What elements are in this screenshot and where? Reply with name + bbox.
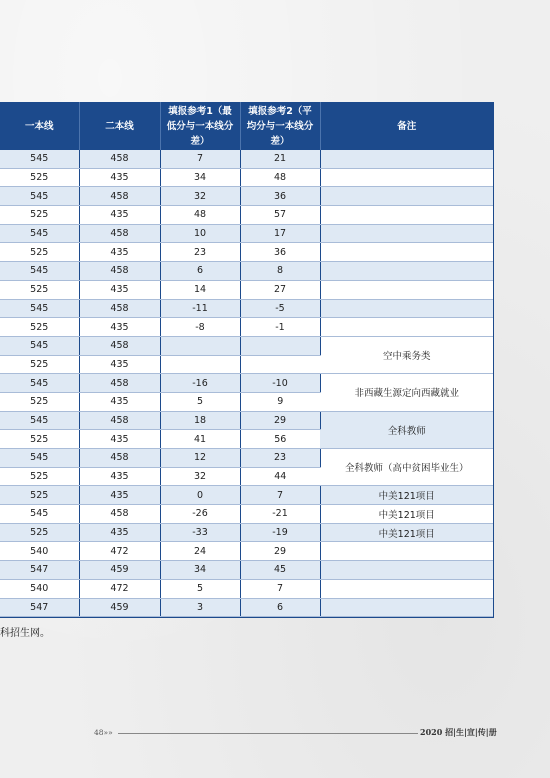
cell-ref1: -11 — [160, 299, 240, 318]
cell-ref2: 56 — [240, 430, 320, 449]
cell-ref1: 12 — [160, 449, 240, 468]
cell-first-tier: 545 — [0, 224, 79, 243]
footer-publication — [420, 727, 497, 738]
cell-remark: 中美121项目 — [320, 486, 493, 505]
cell-first-tier: 525 — [0, 206, 79, 225]
cell-ref1 — [160, 336, 240, 355]
cell-ref1: 23 — [160, 243, 240, 262]
cell-second-tier: 459 — [79, 598, 160, 617]
cell-second-tier: 459 — [79, 561, 160, 580]
cell-second-tier: 472 — [79, 542, 160, 561]
footer-year: 2020 — [420, 727, 443, 737]
cell-remark — [320, 299, 493, 318]
table-row — [0, 411, 493, 430]
source-note: 科招生网。 — [0, 628, 50, 639]
cell-second-tier: 435 — [79, 168, 160, 187]
cell-remark — [320, 168, 493, 187]
cell-first-tier: 525 — [0, 355, 79, 374]
cell-second-tier: 435 — [79, 523, 160, 542]
cell-second-tier: 435 — [79, 355, 160, 374]
cell-ref2: -21 — [240, 505, 320, 524]
cell-ref1: 3 — [160, 598, 240, 617]
cell-ref2 — [240, 355, 320, 374]
cell-remark — [320, 187, 493, 206]
cell-ref1: 10 — [160, 224, 240, 243]
cell-ref1: 41 — [160, 430, 240, 449]
cell-remark: 中美121项目 — [320, 505, 493, 524]
table-row — [0, 449, 493, 468]
cell-remark: 空中乘务类 — [320, 336, 493, 373]
cell-remark: 中美121项目 — [320, 523, 493, 542]
cell-ref2: -1 — [240, 318, 320, 337]
table-row — [0, 206, 493, 225]
cell-second-tier: 472 — [79, 579, 160, 598]
table-header-row — [0, 102, 493, 150]
table-row — [0, 150, 493, 168]
cell-ref2: 9 — [240, 392, 320, 411]
cell-second-tier: 435 — [79, 486, 160, 505]
cell-first-tier: 525 — [0, 430, 79, 449]
admission-score-table — [0, 102, 494, 618]
cell-first-tier: 545 — [0, 449, 79, 468]
cell-remark — [320, 579, 493, 598]
cell-second-tier: 435 — [79, 467, 160, 486]
cell-first-tier: 525 — [0, 318, 79, 337]
table-row — [0, 486, 493, 505]
cell-ref2: 48 — [240, 168, 320, 187]
cell-first-tier: 525 — [0, 243, 79, 262]
cell-ref2: 23 — [240, 449, 320, 468]
cell-first-tier: 545 — [0, 262, 79, 281]
cell-first-tier: 525 — [0, 486, 79, 505]
header-first-tier-line: 一本线 — [0, 102, 79, 150]
table-row — [0, 505, 493, 524]
table-row — [0, 542, 493, 561]
cell-ref1: 0 — [160, 486, 240, 505]
cell-first-tier: 525 — [0, 280, 79, 299]
cell-first-tier: 525 — [0, 467, 79, 486]
cell-ref2: 17 — [240, 224, 320, 243]
cell-ref2: 6 — [240, 598, 320, 617]
cell-remark — [320, 206, 493, 225]
cell-second-tier: 435 — [79, 392, 160, 411]
cell-first-tier: 545 — [0, 150, 79, 168]
cell-first-tier: 525 — [0, 168, 79, 187]
table-row — [0, 318, 493, 337]
cell-first-tier: 545 — [0, 336, 79, 355]
page-arrows: »» — [103, 728, 113, 737]
cell-ref1 — [160, 355, 240, 374]
cell-ref2: 7 — [240, 486, 320, 505]
header-second-tier-line: 二本线 — [79, 102, 160, 150]
header-reference-1: 填报参考1（最低分与一本线分差） — [160, 102, 240, 150]
cell-ref1: -26 — [160, 505, 240, 524]
cell-remark — [320, 243, 493, 262]
cell-second-tier: 458 — [79, 374, 160, 393]
cell-ref2: 36 — [240, 187, 320, 206]
cell-ref2: 36 — [240, 243, 320, 262]
cell-second-tier: 458 — [79, 150, 160, 168]
cell-first-tier: 545 — [0, 187, 79, 206]
cell-first-tier: 545 — [0, 374, 79, 393]
cell-remark: 非西藏生源定向西藏就业 — [320, 374, 493, 411]
cell-second-tier: 458 — [79, 449, 160, 468]
footer-page-number — [94, 728, 113, 737]
footer-rule — [118, 733, 418, 734]
table-row — [0, 262, 493, 281]
header-remarks: 备注 — [320, 102, 493, 150]
cell-second-tier: 458 — [79, 224, 160, 243]
table-row — [0, 579, 493, 598]
table-row — [0, 336, 493, 355]
cell-second-tier: 458 — [79, 411, 160, 430]
cell-ref2: 29 — [240, 542, 320, 561]
cell-second-tier: 458 — [79, 262, 160, 281]
cell-ref2: 8 — [240, 262, 320, 281]
table-row — [0, 299, 493, 318]
cell-second-tier: 435 — [79, 430, 160, 449]
cell-remark — [320, 224, 493, 243]
cell-ref1: 5 — [160, 579, 240, 598]
footer-title: 招|生|宣|传|册 — [445, 727, 497, 737]
cell-first-tier: 545 — [0, 411, 79, 430]
cell-remark: 全科教师（高中贫困毕业生） — [320, 449, 493, 486]
cell-ref2: -10 — [240, 374, 320, 393]
cell-ref2: 45 — [240, 561, 320, 580]
cell-ref1: 32 — [160, 467, 240, 486]
cell-second-tier: 458 — [79, 187, 160, 206]
cell-ref2 — [240, 336, 320, 355]
table-row — [0, 374, 493, 393]
cell-first-tier: 540 — [0, 579, 79, 598]
cell-remark — [320, 318, 493, 337]
cell-ref1: 34 — [160, 561, 240, 580]
cell-remark: 全科教师 — [320, 411, 493, 448]
cell-first-tier: 545 — [0, 505, 79, 524]
table-row — [0, 523, 493, 542]
cell-ref1: -16 — [160, 374, 240, 393]
cell-ref1: 32 — [160, 187, 240, 206]
cell-ref1: 6 — [160, 262, 240, 281]
cell-ref1: 18 — [160, 411, 240, 430]
cell-second-tier: 435 — [79, 206, 160, 225]
cell-ref1: 24 — [160, 542, 240, 561]
cell-ref1: 7 — [160, 150, 240, 168]
cell-ref2: 21 — [240, 150, 320, 168]
cell-remark — [320, 280, 493, 299]
cell-ref1: -33 — [160, 523, 240, 542]
cell-ref1: 48 — [160, 206, 240, 225]
cell-ref1: 5 — [160, 392, 240, 411]
cell-ref2: 29 — [240, 411, 320, 430]
cell-ref2: 27 — [240, 280, 320, 299]
cell-ref2: 57 — [240, 206, 320, 225]
cell-first-tier: 547 — [0, 561, 79, 580]
cell-ref1: -8 — [160, 318, 240, 337]
page-number: 48 — [94, 728, 104, 737]
cell-ref1: 14 — [160, 280, 240, 299]
table-row — [0, 168, 493, 187]
table-row — [0, 561, 493, 580]
table-row — [0, 187, 493, 206]
cell-second-tier: 458 — [79, 299, 160, 318]
cell-second-tier: 435 — [79, 243, 160, 262]
cell-ref2: -19 — [240, 523, 320, 542]
cell-remark — [320, 561, 493, 580]
cell-first-tier: 547 — [0, 598, 79, 617]
table-row — [0, 224, 493, 243]
cell-remark — [320, 150, 493, 168]
table-row — [0, 598, 493, 617]
cell-second-tier: 435 — [79, 318, 160, 337]
cell-remark — [320, 598, 493, 617]
cell-ref1: 34 — [160, 168, 240, 187]
cell-first-tier: 525 — [0, 523, 79, 542]
cell-first-tier: 525 — [0, 392, 79, 411]
cell-ref2: 44 — [240, 467, 320, 486]
cell-remark — [320, 262, 493, 281]
cell-first-tier: 545 — [0, 299, 79, 318]
table-row — [0, 280, 493, 299]
cell-second-tier: 458 — [79, 336, 160, 355]
cell-second-tier: 435 — [79, 280, 160, 299]
table-row — [0, 243, 493, 262]
cell-ref2: -5 — [240, 299, 320, 318]
cell-remark — [320, 542, 493, 561]
cell-ref2: 7 — [240, 579, 320, 598]
header-reference-2: 填报参考2（平均分与一本线分差） — [240, 102, 320, 150]
cell-first-tier: 540 — [0, 542, 79, 561]
cell-second-tier: 458 — [79, 505, 160, 524]
